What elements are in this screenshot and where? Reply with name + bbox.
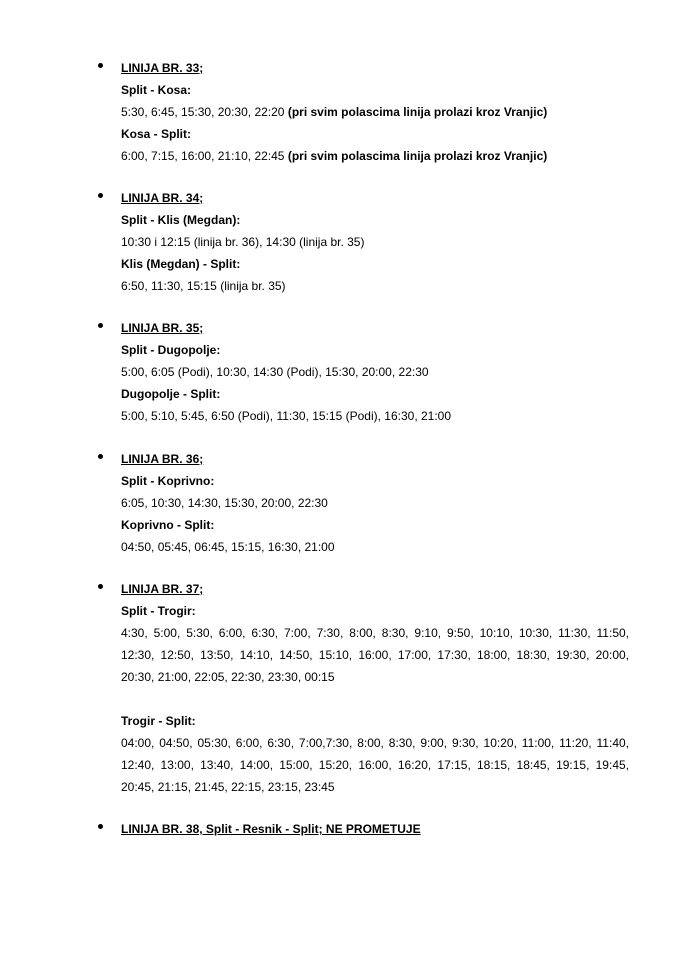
- times-text: 6:00, 7:15, 16:00, 21:10, 22:45: [121, 149, 285, 163]
- line-title: LINIJA BR. 36;: [121, 452, 204, 466]
- line-36-block: [100, 448, 660, 558]
- direction-label: Klis (Megdan) - Split:: [121, 257, 241, 271]
- line-34-block: [100, 187, 660, 297]
- departure-times: 5:00, 6:05 (Podi), 10:30, 14:30 (Podi), 15:30, 20:00, 22:30: [121, 365, 429, 379]
- departure-times: 4:30, 5:00, 5:30, 6:00, 6:30, 7:00, 7:30, 8:00, 8:30, 9:10, 9:50, 10:10, 10:30, 11:30, 11:50, 12:30, 12:50, 13:50, 14:10, 14:50, 15:10, 16:00, 17:00, 17:30, 18:00, 18:30, 19:30, 20:00, 20:30, 21:00, 22:05, 22:30, 23:30, 00:15: [121, 626, 629, 684]
- departure-times: [121, 145, 660, 167]
- direction-label: Kosa - Split:: [121, 127, 192, 141]
- line-title: LINIJA BR. 33;: [121, 61, 204, 75]
- times-text: 5:30, 6:45, 15:30, 20:30, 22:20: [121, 105, 285, 119]
- route-note: (pri svim polascima linija prolazi kroz Vranjic): [287, 105, 548, 119]
- bullet-icon: [98, 454, 103, 459]
- direction-label: Split - Trogir:: [121, 604, 196, 618]
- line-33-block: [100, 57, 660, 167]
- departure-times: 6:50, 11:30, 15:15 (linija br. 35): [121, 279, 286, 293]
- line-title: LINIJA BR. 35;: [121, 321, 204, 335]
- line-title: LINIJA BR. 38, Split - Resnik - Split; NE PROMETUJE: [121, 822, 421, 836]
- bullet-icon: [98, 323, 103, 328]
- bullet-icon: [98, 824, 103, 829]
- spacer: [100, 688, 660, 710]
- line-35-block: [100, 317, 660, 427]
- departure-times: 10:30 i 12:15 (linija br. 36), 14:30 (linija br. 35): [121, 235, 365, 249]
- departure-times: 6:05, 10:30, 14:30, 15:30, 20:00, 22:30: [121, 496, 328, 510]
- direction-label: Split - Klis (Megdan):: [121, 213, 241, 227]
- line-title: LINIJA BR. 34;: [121, 191, 204, 205]
- direction-label: Koprivno - Split:: [121, 518, 215, 532]
- line-38-block: [100, 818, 660, 840]
- direction-label: Trogir - Split:: [121, 714, 196, 728]
- line-37-block: [100, 578, 660, 798]
- bullet-icon: [98, 193, 103, 198]
- direction-label: Dugopolje - Split:: [121, 387, 221, 401]
- direction-label: Split - Koprivno:: [121, 474, 215, 488]
- direction-label: Split - Dugopolje:: [121, 343, 221, 357]
- bullet-icon: [98, 63, 103, 68]
- bullet-icon: [98, 584, 103, 589]
- departure-times: [121, 101, 660, 123]
- departure-times: 04:50, 05:45, 06:45, 15:15, 16:30, 21:00: [121, 540, 335, 554]
- route-note: (pri svim polascima linija prolazi kroz Vranjic): [287, 149, 548, 163]
- departure-times: 5:00, 5:10, 5:45, 6:50 (Podi), 11:30, 15:15 (Podi), 16:30, 21:00: [121, 409, 452, 423]
- departure-times: 04:00, 04:50, 05:30, 6:00, 6:30, 7:00,7:30, 8:00, 8:30, 9:00, 9:30, 10:20, 11:00, 11:20, 11:40, 12:40, 13:00, 13:40, 14:00, 15:00, 15:20, 16:00, 16:20, 17:15, 18:15, 18:45, 19:15, 19:45, 20:45, 21:15, 21:45, 22:15, 23:15, 23:45: [121, 736, 629, 794]
- line-title: LINIJA BR. 37;: [121, 582, 204, 596]
- direction-label: Split - Kosa:: [121, 83, 192, 97]
